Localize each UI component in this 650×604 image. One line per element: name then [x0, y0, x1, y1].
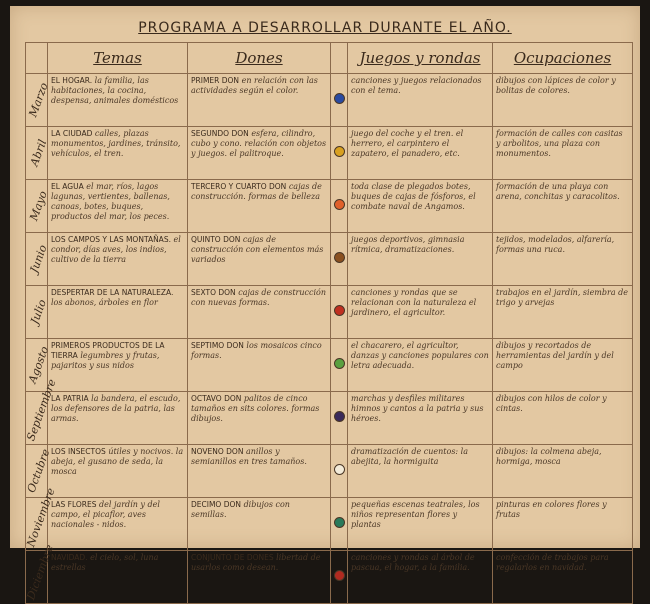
don-text: cajas de construcción. formas de belleza — [191, 182, 322, 201]
color-dot-cell — [331, 180, 348, 233]
tema-cell — [48, 233, 188, 286]
ocupaciones-cell: dibujos con hilos de color y cintas. — [493, 392, 633, 445]
don-title: SEGUNDO DON — [191, 129, 249, 138]
don-text: esfera, cilindro, cubo y cono. relación con objetos y juegos. el palitroque. — [191, 129, 327, 158]
don-text: dibujos con semillas. — [191, 500, 290, 519]
don-title: NOVENO DON — [191, 447, 244, 456]
month-label: Diciembre — [24, 542, 57, 602]
don-cell — [188, 445, 331, 498]
month-header — [26, 43, 48, 74]
juegos-header: Juegos y rondas — [348, 43, 493, 74]
color-dot — [334, 93, 345, 104]
juegos-cell: el chacarero, el agricultor, danzas y canciones populares con letra adecuada. — [348, 339, 493, 392]
month-label: Julio — [28, 297, 49, 326]
tema-cell — [48, 551, 188, 604]
don-text: cajas de construcción con nuevas formas. — [191, 288, 326, 307]
don-title: SEPTIMO DON — [191, 341, 244, 350]
tema-cell — [48, 445, 188, 498]
tema-title: EL AGUA — [51, 182, 84, 191]
ocupaciones-cell: tejidos, modelados, alfarería, formas una ruca. — [493, 233, 633, 286]
ocupaciones-cell: dibujos con lápices de color y bolitas de colores. — [493, 74, 633, 127]
table-row — [26, 392, 633, 445]
tema-cell — [48, 498, 188, 551]
month-cell — [26, 180, 48, 233]
color-dot — [334, 252, 345, 263]
tema-cell — [48, 74, 188, 127]
don-cell — [188, 74, 331, 127]
month-cell — [26, 127, 48, 180]
page-title: PROGRAMA A DESARROLLAR DURANTE EL AÑO. — [138, 20, 512, 36]
juegos-cell: dramatización de cuentos: la abejita, la hormiguita — [348, 445, 493, 498]
don-title: OCTAVO DON — [191, 394, 242, 403]
color-dot-cell — [331, 551, 348, 604]
table-row — [26, 233, 633, 286]
color-dot-cell — [331, 74, 348, 127]
table-row — [26, 180, 633, 233]
tema-text: del jardín y del campo, el picaflor, aves nacionales - nidos. — [51, 500, 160, 529]
tema-text: la bandera, el escudo, los defensores de la patria, las armas. — [51, 394, 181, 423]
month-label: Junio — [27, 243, 50, 275]
don-cell — [188, 551, 331, 604]
table-row — [26, 74, 633, 127]
month-label: Septiembre — [24, 377, 59, 443]
temas-header: Temas — [48, 43, 188, 74]
tema-title: EL HOGAR. — [51, 76, 93, 85]
don-cell — [188, 233, 331, 286]
juegos-cell: pequeñas escenas teatrales, los niños representan flores y plantas — [348, 498, 493, 551]
tema-text: los abonos, árboles en flor — [51, 298, 158, 307]
tema-text: legumbres y frutas, pajaritos y sus nidos — [51, 351, 160, 370]
month-label: Marzo — [26, 80, 51, 119]
month-label: Octubre — [24, 447, 53, 495]
ocupaciones-cell: pinturas en colores flores y frutas — [493, 498, 633, 551]
color-dot — [334, 517, 345, 528]
document-sheet — [10, 6, 640, 602]
table-row — [26, 127, 633, 180]
don-text: los mosaicos cinco formas. — [191, 341, 322, 360]
don-cell — [188, 392, 331, 445]
month-cell — [26, 286, 48, 339]
don-text: en relación con las actividades según el color. — [191, 76, 318, 95]
juegos-cell: juego del coche y el tren. el herrero, el carpintero el zapatero, el panadero, etc. — [348, 127, 493, 180]
juegos-cell: marchas y desfiles militares himnos y cantos a la patria y sus héroes. — [348, 392, 493, 445]
tema-title: LA CIUDAD — [51, 129, 93, 138]
color-dot-cell — [331, 339, 348, 392]
tema-text: el cielo, sol, luna estrellas — [51, 553, 159, 572]
tema-title: LOS CAMPOS Y LAS MONTAÑAS. — [51, 235, 171, 244]
month-cell — [24, 377, 59, 445]
month-label: Noviembre — [24, 486, 58, 549]
month-cell — [24, 542, 57, 604]
month-label: Mayo — [27, 189, 50, 223]
tema-title: NAVIDAD. — [51, 553, 88, 562]
program-table — [25, 42, 633, 604]
tema-cell — [48, 286, 188, 339]
ocupaciones-cell: dibujos: la colmena abeja, hormiga, mosca — [493, 445, 633, 498]
don-text: anillos y semianillos en tres tamaños. — [191, 447, 307, 466]
don-text: palitos de cinco tamaños en sits colores. formas dibujos. — [191, 394, 320, 423]
color-dot — [334, 411, 345, 422]
don-title: DECIMO DON — [191, 500, 242, 509]
tema-cell — [48, 339, 188, 392]
tema-cell — [48, 127, 188, 180]
tema-title: PRIMEROS PRODUCTOS DE LA TIERRA — [51, 341, 165, 360]
color-dot — [334, 146, 345, 157]
don-title: CONJUNTO DE DONES — [191, 553, 274, 562]
don-title: SEXTO DON — [191, 288, 236, 297]
tema-title: DESPERTAR DE LA NATURALEZA. — [51, 288, 174, 297]
color-dot-cell — [331, 286, 348, 339]
don-cell — [188, 127, 331, 180]
color-dot-cell — [331, 127, 348, 180]
don-title: PRIMER DON — [191, 76, 240, 85]
tema-cell — [48, 392, 188, 445]
ocupaciones-cell: trabajos en el jardín, siembra de trigo y arvejas — [493, 286, 633, 339]
don-text: libertad de usarlos como desean. — [191, 553, 321, 572]
don-cell — [188, 180, 331, 233]
juegos-cell: toda clase de plegados botes, buques de cajas de fósforos, el combate naval de Angamos. — [348, 180, 493, 233]
month-cell — [26, 74, 51, 127]
month-label: Abril — [27, 137, 50, 168]
don-cell — [188, 339, 331, 392]
don-cell — [188, 286, 331, 339]
color-dot — [334, 305, 345, 316]
don-title: TERCERO Y CUARTO DON — [191, 182, 287, 191]
ocupaciones-cell: formación de una playa con arena, conchitas y caracolitos. — [493, 180, 633, 233]
color-dot — [334, 358, 345, 369]
tema-title: LA PATRIA — [51, 394, 89, 403]
tema-text: calles, plazas monumentos, jardines, tránsito, vehículos, el tren. — [51, 129, 181, 158]
color-dot — [334, 464, 345, 475]
ocupaciones-cell: formación de calles con casitas y arbolitos, una plaza con monumentos. — [493, 127, 633, 180]
tema-text: útiles y nocivos. la abeja, el gusano de seda, la mosca — [51, 447, 184, 476]
tema-title: LOS INSECTOS — [51, 447, 106, 456]
tema-text: el condor, días aves, los indios, cultivo de la tierra — [51, 235, 181, 264]
color-dot — [334, 199, 345, 210]
juegos-cell: canciones y rondas que se relacionan con la naturaleza el jardinero, el agricultor. — [348, 286, 493, 339]
juegos-cell: canciones y rondas al árbol de pascua, el hogar, a la familia. — [348, 551, 493, 604]
color-dot — [334, 570, 345, 581]
ocupaciones-cell: dibujos y recortados de herramientas del jardín y del campo — [493, 339, 633, 392]
ocupaciones-cell: confección de trabajos para regalarlos en navidad. — [493, 551, 633, 604]
color-dot-cell — [331, 233, 348, 286]
tema-text: el mar, ríos, lagos lagunas, vertientes, ballenas, canoas, botes, buques, productos del mar, los peces. — [51, 182, 170, 221]
dones-header: Dones — [188, 43, 331, 74]
ocupaciones-header: Ocupaciones — [493, 43, 633, 74]
don-title: QUINTO DON — [191, 235, 241, 244]
tema-title: LAS FLORES — [51, 500, 97, 509]
header-row — [26, 43, 633, 74]
tema-text: la familia, las habitaciones, la cocina, despensa, animales domésticos — [51, 76, 179, 105]
table-row — [26, 498, 633, 551]
don-cell — [188, 498, 331, 551]
juegos-cell: canciones y juegos relacionados con el tema. — [348, 74, 493, 127]
dot-header — [331, 43, 348, 74]
month-cell — [26, 233, 48, 286]
color-dot-cell — [331, 392, 348, 445]
juegos-cell: juegos deportivos, gimnasia rítmica, dramatizaciones. — [348, 233, 493, 286]
color-dot-cell — [331, 498, 348, 551]
table-row — [26, 445, 633, 498]
table-row — [26, 339, 633, 392]
color-dot-cell — [331, 445, 348, 498]
month-label: Agosto — [25, 344, 52, 386]
table-row — [26, 286, 633, 339]
table-row — [26, 551, 633, 604]
tema-cell — [48, 180, 188, 233]
don-text: cajas de construcción con elementos más variados — [191, 235, 324, 264]
